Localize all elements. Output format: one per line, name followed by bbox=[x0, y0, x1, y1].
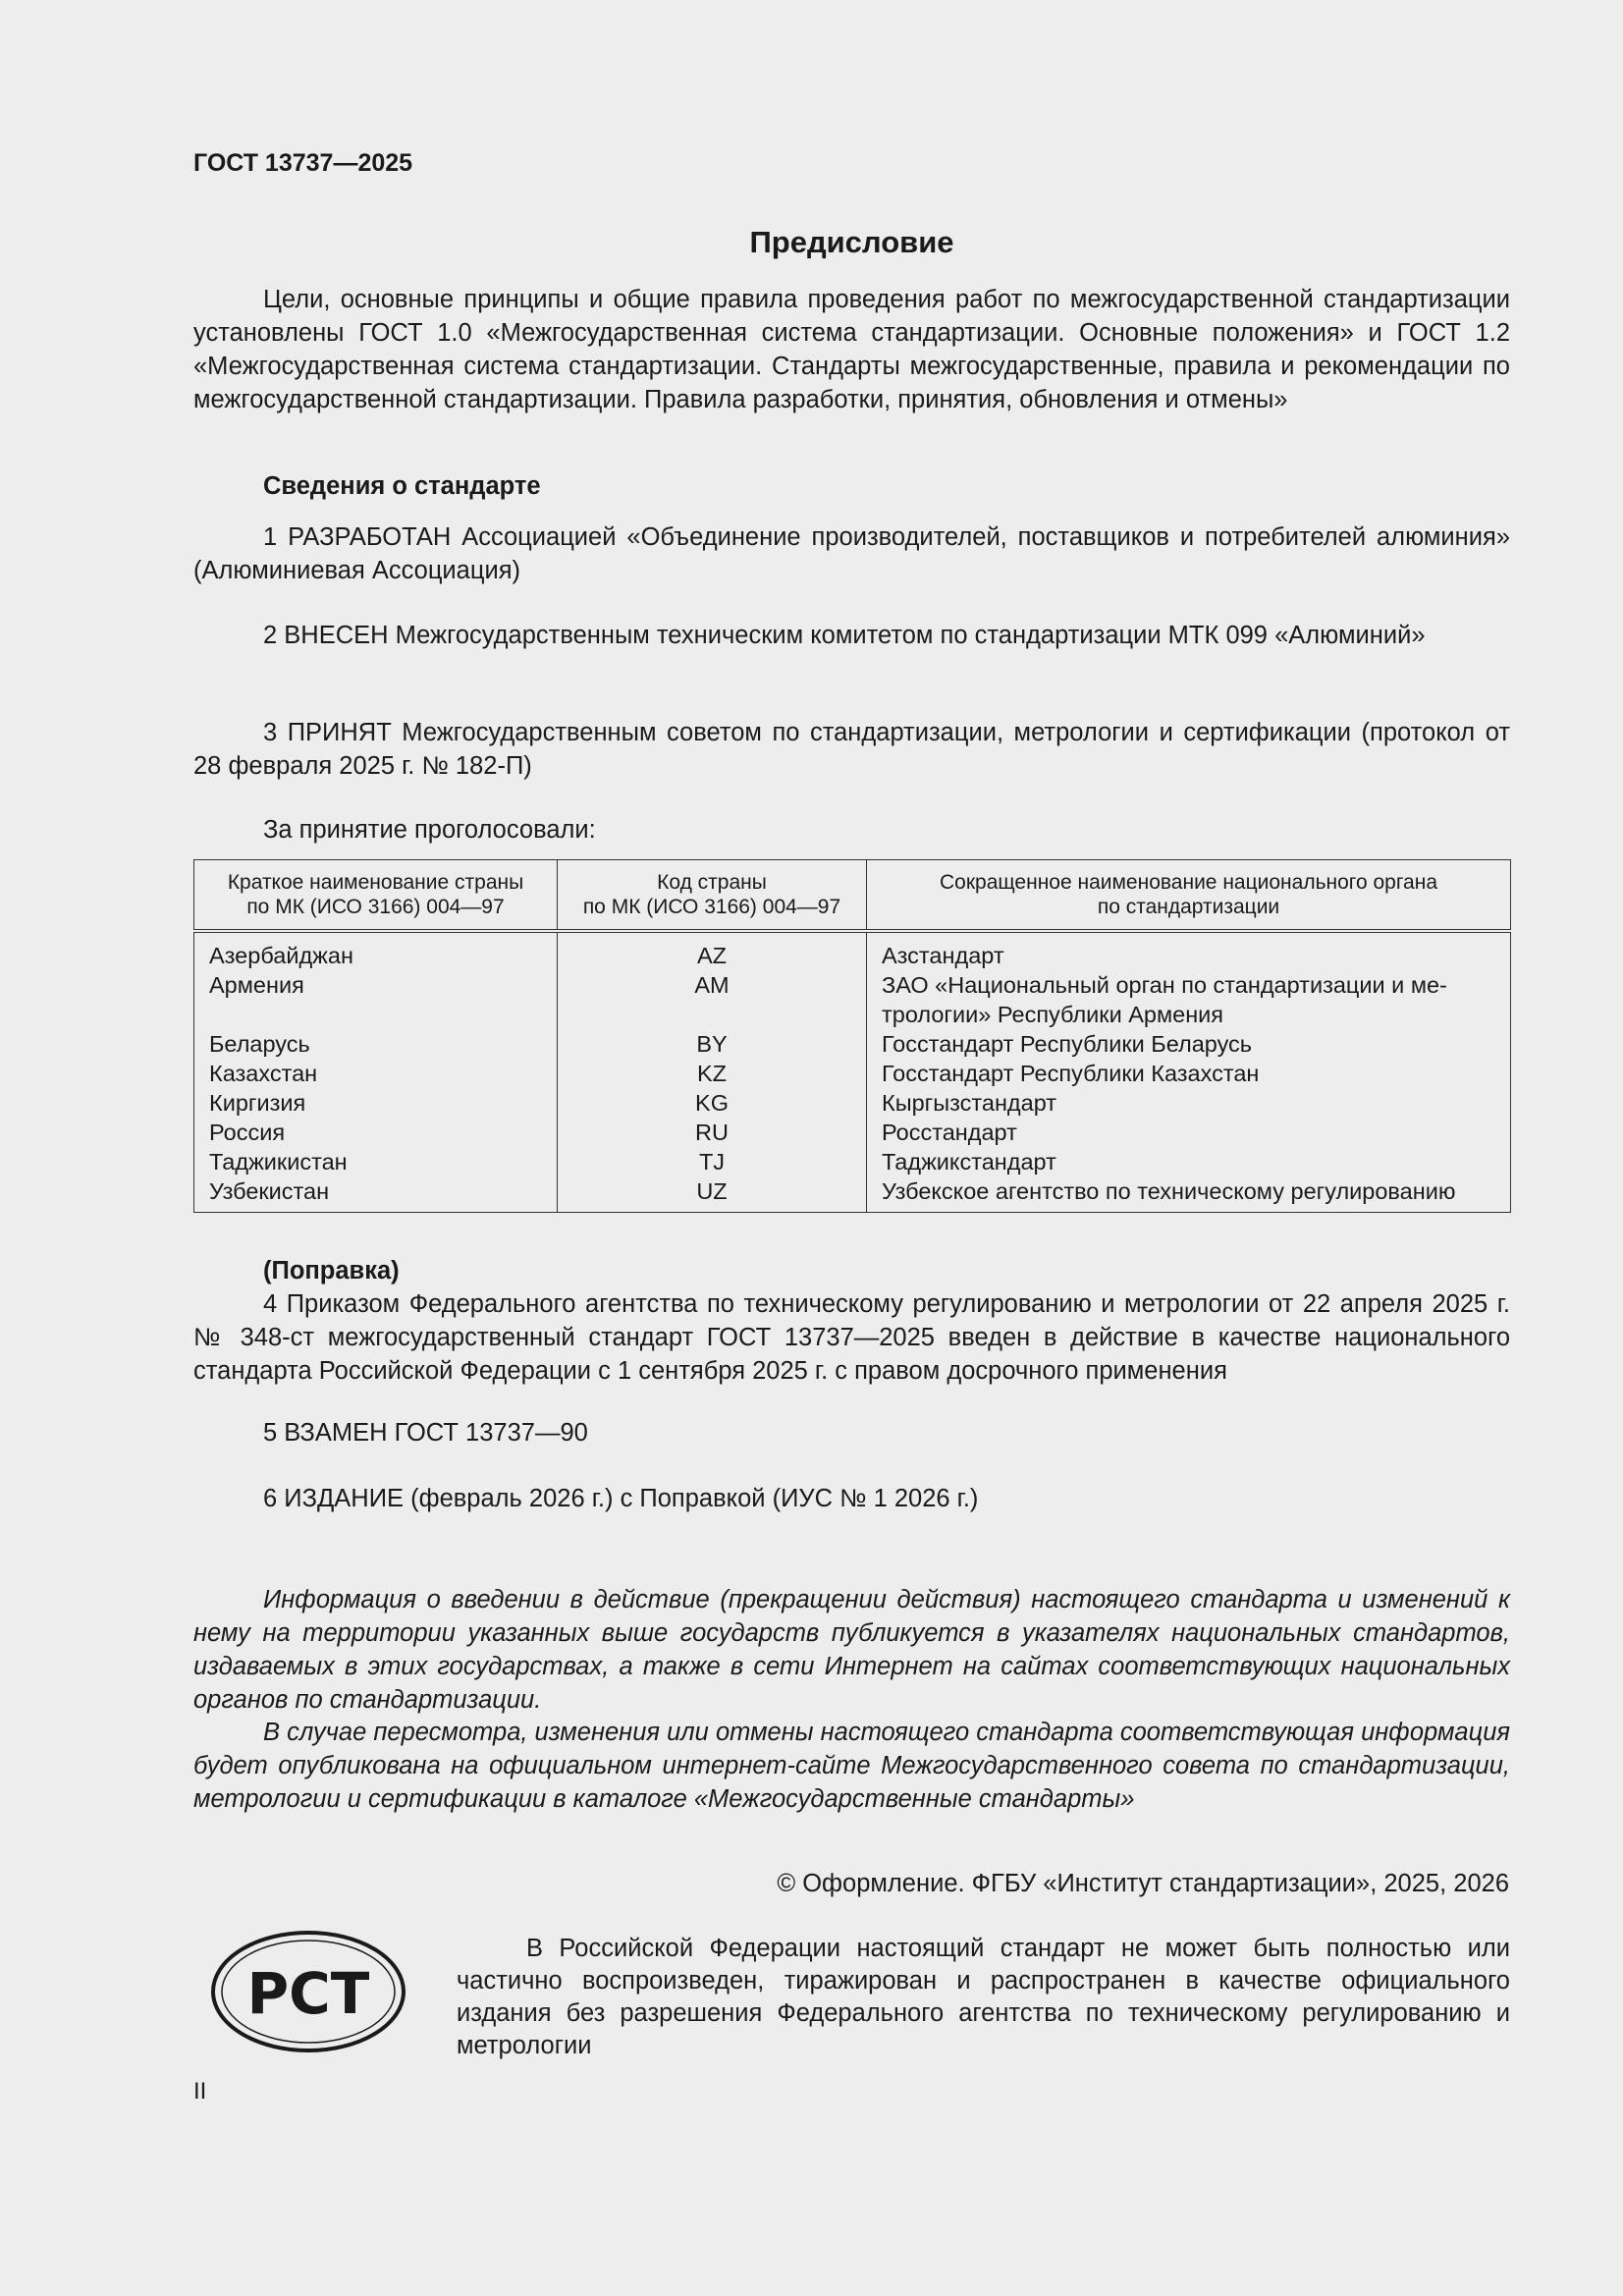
intro-paragraph: Цели, основные принципы и общие правила проведения работ по межгосударственной стандартизации установлены ГОСТ 1.0 «Межгосударственная система стандартизации. Основные положения» и ГОСТ 1.2 «Межгосударственная система стандартизации. Стандарты межгосударственные, правила и рекомендации по межгосударственной стандартизации. Правила разработки, принятия, обновления и отмены» bbox=[193, 286, 1510, 413]
cell-country: Армения bbox=[194, 970, 558, 1029]
cell-organ: Госстандарт Республики Беларусь bbox=[867, 1029, 1511, 1059]
item-adopted: 3 ПРИНЯТ Межгосударственным советом по стандартизации, метрологии и сертификации (протокол от 28 февраля 2025 г. № 182-П) bbox=[193, 719, 1510, 780]
header-country: Краткое наименование страны по МК (ИСО 3166) 004—97 bbox=[194, 860, 558, 932]
item-developed: 1 РАЗРАБОТАН Ассоциацией «Объединение производителей, поставщиков и потребителей алюминия» (Алюминиевая Ассоциация) bbox=[193, 523, 1510, 584]
rights-paragraph: В Российской Федерации настоящий стандарт не может быть полностью или частично воспроизведен, тиражирован и распространен в качестве официального издания без разрешения Федерального агентства по техническому регулированию и метрологии bbox=[457, 1935, 1510, 2059]
cell-organ: ЗАО «Национальный орган по стандартизации и ме- трологии» Республики Армения bbox=[867, 970, 1511, 1029]
cell-organ: Госстандарт Республики Казахстан bbox=[867, 1059, 1511, 1088]
page-title: Предисловие bbox=[749, 225, 954, 259]
table-header-row bbox=[194, 860, 1511, 932]
voting-table bbox=[193, 859, 1511, 1213]
cell-code: KZ bbox=[558, 1059, 867, 1088]
header-organ: Сокращенное наименование национального органа по стандартизации bbox=[867, 860, 1511, 932]
table-row bbox=[194, 1118, 1511, 1147]
table-row bbox=[194, 931, 1511, 970]
cell-country: Киргизия bbox=[194, 1088, 558, 1118]
page-number: II bbox=[193, 2078, 207, 2105]
cell-organ: Узбекское агентство по техническому регулированию bbox=[867, 1176, 1511, 1213]
cell-country: Узбекистан bbox=[194, 1176, 558, 1213]
cell-code: UZ bbox=[558, 1176, 867, 1213]
cell-country: Казахстан bbox=[194, 1059, 558, 1088]
table-row bbox=[194, 1176, 1511, 1213]
logo-text: РСТ bbox=[246, 1960, 370, 2027]
cell-code: BY bbox=[558, 1029, 867, 1059]
amendment-label: (Поправка) bbox=[263, 1257, 400, 1285]
cell-country: Беларусь bbox=[194, 1029, 558, 1059]
copyright-line: © Оформление. ФГБУ «Институт стандартизации», 2025, 2026 bbox=[777, 1870, 1509, 1897]
cell-organ: Росстандарт bbox=[867, 1118, 1511, 1147]
info-section-title: Сведения о стандарте bbox=[263, 472, 541, 500]
notice-paragraph-2: В случае пересмотра, изменения или отмены настоящего стандарта соответствующая информация будет опубликована на официальном интернет-сайте Межгосударственного совета по стандартизации, метрологии и сертификации в каталоге «Межгосударственные стандарты» bbox=[193, 1719, 1510, 1813]
cell-code: RU bbox=[558, 1118, 867, 1147]
table-row bbox=[194, 1059, 1511, 1088]
item-replaces: 5 ВЗАМЕН ГОСТ 13737—90 bbox=[263, 1419, 588, 1447]
cell-code: AZ bbox=[558, 931, 867, 970]
cell-country: Таджикистан bbox=[194, 1147, 558, 1176]
standard-code-header: ГОСТ 13737—2025 bbox=[193, 149, 413, 177]
cell-country: Россия bbox=[194, 1118, 558, 1147]
cell-country: Азербайджан bbox=[194, 931, 558, 970]
item-introduced: 2 ВНЕСЕН Межгосударственным техническим комитетом по стандартизации МТК 099 «Алюминий» bbox=[263, 622, 1426, 649]
table-row bbox=[194, 1029, 1511, 1059]
table-row bbox=[194, 970, 1511, 1029]
cell-code: AM bbox=[558, 970, 867, 1029]
cell-organ: Кыргызстандарт bbox=[867, 1088, 1511, 1118]
table-row bbox=[194, 1088, 1511, 1118]
header-code: Код страны по МК (ИСО 3166) 004—97 bbox=[558, 860, 867, 932]
notice-paragraph-1: Информация о введении в действие (прекращении действия) настоящего стандарта и изменений к нему на территории указанных выше государств публикуется в указателях национальных стандартов, издаваемых в этих государствах, а также в сети Интернет на сайтах соответствующих национальных органов по стандартизации. bbox=[193, 1586, 1510, 1714]
item-edition: 6 ИЗДАНИЕ (февраль 2026 г.) с Поправкой (ИУС № 1 2026 г.) bbox=[263, 1485, 979, 1512]
cell-organ: Азстандарт bbox=[867, 931, 1511, 970]
vote-label: За принятие проголосовали: bbox=[263, 816, 596, 844]
cell-organ: Таджикстандарт bbox=[867, 1147, 1511, 1176]
rst-logo-icon bbox=[210, 1929, 406, 2054]
cell-code: KG bbox=[558, 1088, 867, 1118]
table-row bbox=[194, 1147, 1511, 1176]
cell-code: TJ bbox=[558, 1147, 867, 1176]
item-enacted: 4 Приказом Федерального агентства по техническому регулированию и метрологии от 22 апреля 2025 г. № 348-ст межгосударственный стандарт ГОСТ 13737—2025 введен в действие в качестве национального стандарта Российской Федерации с 1 сентября 2025 г. с правом досрочного применения bbox=[193, 1290, 1510, 1385]
